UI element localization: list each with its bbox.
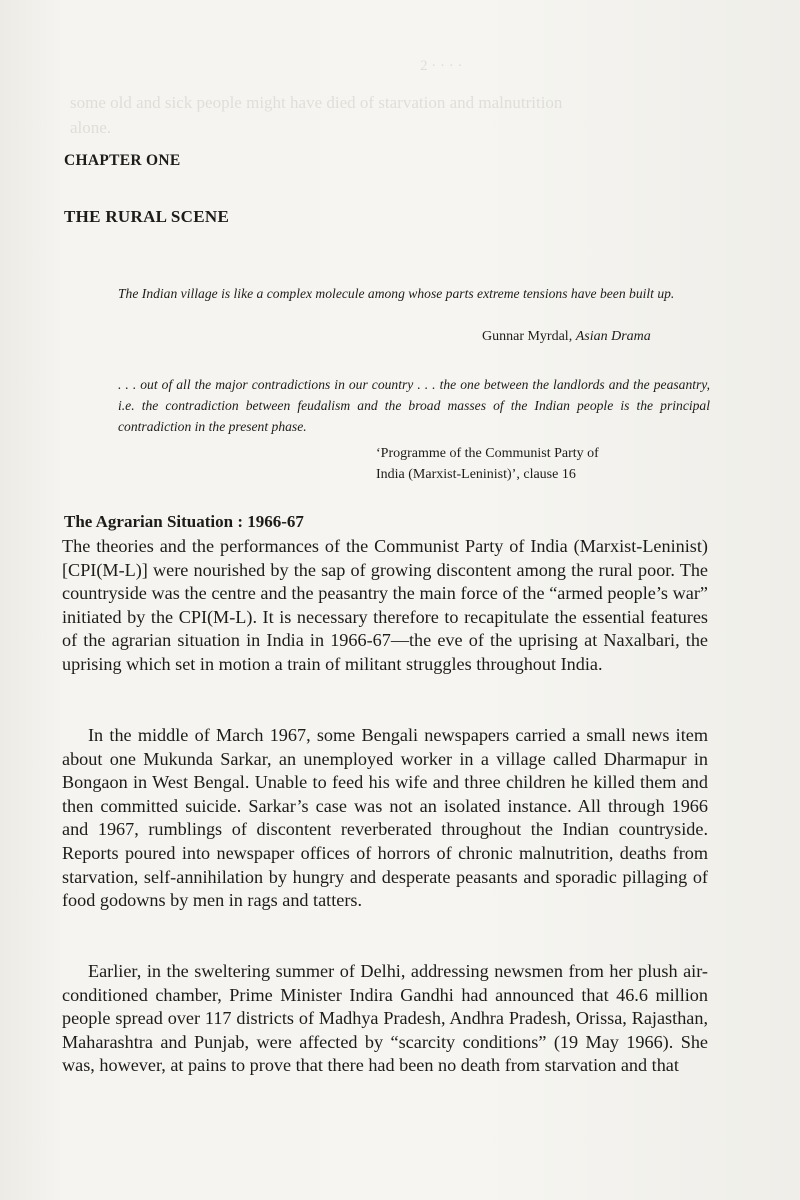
epigraph-source-line: ‘Programme of the Communist Party of bbox=[376, 446, 599, 461]
epigraph-work-title: Asian Drama bbox=[575, 329, 651, 344]
bleed-through-text: alone. bbox=[70, 118, 112, 137]
epigraph-source-line: India (Marxist-Leninist)’, clause 16 bbox=[376, 467, 576, 482]
body-paragraph: Earlier, in the sweltering summer of Delhi, addressing newsmen from her plush air-conditioned chamber, Prime Minister Indira Gandhi had announced that 46.6 million people spread over 117 districts of Madhya Pradesh, Andhra Pradesh, Orissa, Rajasthan, Maharashtra and Punjab, were affected by “scarcity conditions” (19 May 1966). She was, however, at pains to prove that there had been no death from starvation and that bbox=[62, 961, 708, 1076]
section-heading: The Agrarian Situation : 1966-67 bbox=[64, 512, 304, 531]
epigraph-attribution bbox=[482, 329, 651, 345]
chapter-title: THE RURAL SCENE bbox=[64, 207, 230, 226]
epigraph-author: Gunnar Myrdal, bbox=[482, 329, 576, 344]
epigraph-quote: The Indian village is like a complex molecule among whose parts extreme tensions have been built up. bbox=[118, 286, 675, 301]
chapter-label: CHAPTER ONE bbox=[64, 152, 181, 169]
bleed-through-text: some old and sick people might have died of starvation and malnutrition bbox=[70, 93, 563, 112]
epigraph-attribution bbox=[376, 443, 599, 485]
body-paragraph: The theories and the performances of the Communist Party of India (Marxist-Leninist) [CPI(M-L)] were nourished by the sap of growing discontent among the rural poor. The countryside was the centre and the peasantry the main force of the “armed people’s war” initiated by the CPI(M-L). It is necessary therefore to recapitulate the essential features of the agrarian situation in India in 1966-67—the eve of the uprising at Naxalbari, the uprising which set in motion a train of militant struggles throughout India. bbox=[62, 536, 708, 674]
body-paragraph: In the middle of March 1967, some Bengali newspapers carried a small news item about one Mukunda Sarkar, an unemployed worker in a village called Dharmapur in Bongaon in West Bengal. Unable to feed his wife and three children he killed them and then committed suicide. Sarkar’s case was not an isolated instance. All through 1966 and 1967, rumblings of discontent reverberated throughout the Indian countryside. Reports poured into newspaper offices of horrors of chronic malnutrition, deaths from starvation, self-annihilation by hungry and desperate peasants and sporadic pillaging of food godowns by men in rags and tatters. bbox=[62, 725, 708, 911]
epigraph-quote: . . . out of all the major contradictions in our country . . . the one between the landlords and the peasantry, i.e. the contradiction between feudalism and the broad masses of the Indian people is the principal contradiction in the present phase. bbox=[118, 377, 710, 434]
bleed-through-text: 2 · · · · bbox=[420, 58, 463, 74]
